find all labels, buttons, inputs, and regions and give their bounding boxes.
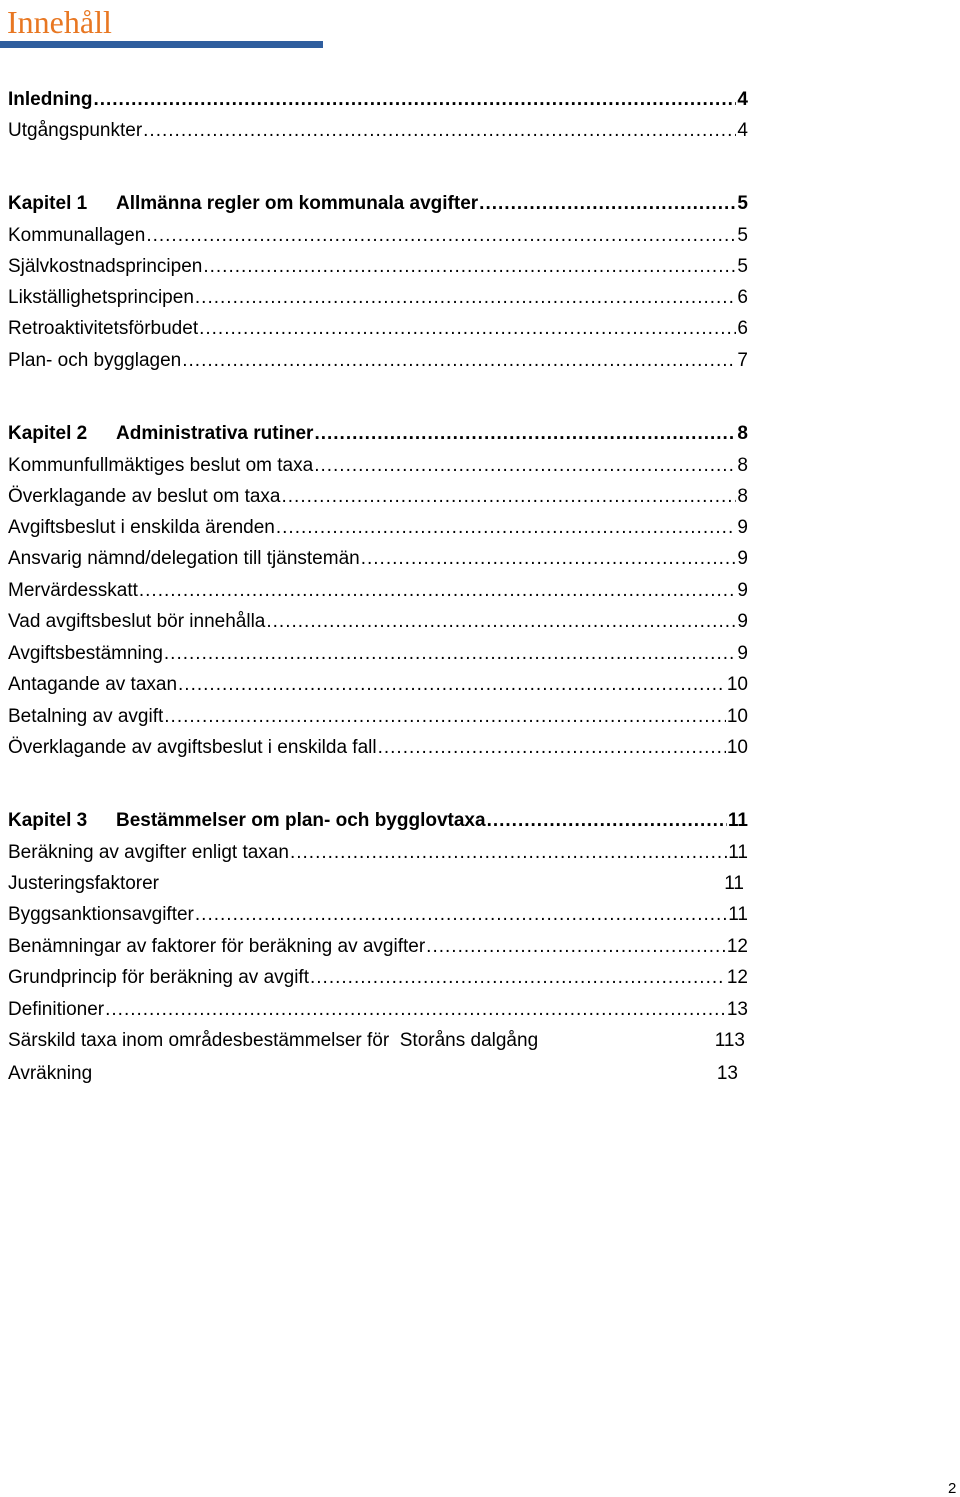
toc-entry-page: 11 xyxy=(724,873,744,894)
toc-entry-page: 7 xyxy=(737,350,748,371)
toc-entry-page: 6 xyxy=(737,287,748,308)
toc-entry-page: 9 xyxy=(737,580,748,601)
dot-leader xyxy=(93,87,736,113)
toc-entry-title: Självkostnadsprincipen xyxy=(8,256,203,277)
toc-entry[interactable] xyxy=(8,965,748,991)
dot-leader xyxy=(310,965,726,991)
toc-entry-page: 9 xyxy=(737,548,748,569)
toc-entry-title: Överklagande av avgiftsbeslut i enskilda fall xyxy=(8,737,377,758)
toc-entry-page: 5 xyxy=(737,256,748,277)
dot-leader xyxy=(139,578,737,604)
toc-entry[interactable] xyxy=(8,515,748,541)
toc-entry-title: Avgiftsbestämning xyxy=(8,643,163,664)
dot-leader xyxy=(143,118,736,144)
toc-entry[interactable] xyxy=(8,871,748,897)
toc-entry[interactable] xyxy=(8,316,748,342)
page-number: 2 xyxy=(948,1480,957,1497)
toc-entry-page: 11 xyxy=(728,842,748,863)
toc-entry[interactable] xyxy=(8,672,748,698)
dot-leader xyxy=(164,704,726,730)
dot-leader xyxy=(164,641,737,667)
toc-entry-title: Inledning xyxy=(8,89,93,110)
toc-entry[interactable] xyxy=(8,840,748,866)
dot-leader xyxy=(479,191,736,217)
toc-entry-page: 13 xyxy=(716,1063,738,1084)
toc-entry-title: Avgiftsbeslut i enskilda ärenden xyxy=(8,517,275,538)
toc-entry[interactable] xyxy=(8,546,748,572)
toc-entry[interactable] xyxy=(8,934,748,960)
toc-entry-page: 6 xyxy=(737,318,748,339)
dot-leader xyxy=(199,316,736,342)
toc-entry-title: Administrativa rutiner xyxy=(116,423,314,444)
toc-entry-title: Ansvarig nämnd/delegation till tjänstemän xyxy=(8,548,360,569)
toc-entry[interactable] xyxy=(8,254,748,280)
toc-entry-title: Beräkning av avgifter enligt taxan xyxy=(8,842,289,863)
toc-entry[interactable] xyxy=(8,118,748,144)
toc-entry-title: Vad avgiftsbeslut bör innehålla xyxy=(8,611,266,632)
toc-chapter-entry[interactable] xyxy=(8,191,748,217)
dot-leader xyxy=(290,840,727,866)
dot-leader xyxy=(361,546,737,572)
toc-entry-page: 13 xyxy=(726,999,748,1020)
toc-chapter-entry[interactable] xyxy=(8,421,748,447)
toc-entry-page: 10 xyxy=(726,706,748,727)
toc-entry-title: Benämningar av faktorer för beräkning av avgifter xyxy=(8,936,426,957)
toc-entry-page: 10 xyxy=(726,674,748,695)
toc-entry[interactable] xyxy=(8,348,748,374)
toc-entry-title: Justeringsfaktorer xyxy=(8,873,160,894)
toc-entry[interactable] xyxy=(8,453,748,479)
toc-entry-page: 8 xyxy=(737,486,748,507)
toc-entry[interactable] xyxy=(8,704,748,730)
toc-entry-page: 4 xyxy=(737,120,748,141)
dot-leader xyxy=(146,223,736,249)
toc-entry-page: 9 xyxy=(737,517,748,538)
toc-entry-title: Betalning av avgift xyxy=(8,706,164,727)
toc-entry[interactable] xyxy=(8,484,748,510)
toc-entry[interactable] xyxy=(8,902,748,928)
toc-entry-page: 11 xyxy=(728,904,748,925)
dot-leader xyxy=(378,735,726,761)
toc-entry-title: Grundprincip för beräkning av avgift xyxy=(8,967,309,988)
toc-entry-title: Plan- och bygglagen xyxy=(8,350,182,371)
toc-entry-page: 11 xyxy=(727,810,748,831)
dot-leader xyxy=(314,453,736,479)
dot-leader xyxy=(105,997,726,1023)
chapter-label: Kapitel 1 xyxy=(8,193,88,214)
toc-entry-title: Likställighetsprincipen xyxy=(8,287,194,308)
dot-leader xyxy=(266,609,736,635)
toc-entry-page: 4 xyxy=(737,89,748,110)
dot-leader xyxy=(282,484,737,510)
toc-entry-title: Allmänna regler om kommunala avgifter xyxy=(116,193,479,214)
toc-entry-title: Bestämmelser om plan- och bygglovtaxa xyxy=(116,810,486,831)
toc-entry-title: Avräkning xyxy=(8,1063,93,1084)
toc-entry-page: 8 xyxy=(737,455,748,476)
toc-entry-title: Utgångspunkter xyxy=(8,120,143,141)
toc-entry-page: 113 xyxy=(714,1030,745,1051)
toc-entry-page: 5 xyxy=(737,193,748,214)
page-title: Innehåll xyxy=(7,4,112,40)
toc-entry-page: 12 xyxy=(726,936,748,957)
toc-entry[interactable] xyxy=(8,578,748,604)
toc-entry-title: Definitioner xyxy=(8,999,105,1020)
chapter-label: Kapitel 3 xyxy=(8,810,88,831)
toc-entry[interactable] xyxy=(8,609,748,635)
dot-leader xyxy=(276,515,737,541)
toc-entry-title: Överklagande av beslut om taxa xyxy=(8,486,281,507)
toc-entry-page: 12 xyxy=(726,967,748,988)
toc-entry-title: Byggsanktionsavgifter xyxy=(8,904,194,925)
toc-entry-page: 8 xyxy=(737,423,748,444)
toc-entry[interactable] xyxy=(8,1028,745,1054)
toc-entry-page: 10 xyxy=(726,737,748,758)
toc-entry-title: Kommunfullmäktiges beslut om taxa xyxy=(8,455,314,476)
toc-entry-title: Retroaktivitetsförbudet xyxy=(8,318,199,339)
dot-leader xyxy=(195,285,737,311)
dot-leader xyxy=(195,902,727,928)
toc-entry-title: Mervärdesskatt xyxy=(8,580,138,601)
chapter-label: Kapitel 2 xyxy=(8,423,88,444)
dot-leader xyxy=(426,934,726,960)
toc-entry-page: 9 xyxy=(737,611,748,632)
toc-entry[interactable] xyxy=(8,87,748,113)
dot-leader xyxy=(203,254,736,280)
dot-leader xyxy=(178,672,726,698)
toc-entry-page: 9 xyxy=(737,643,748,664)
dot-leader xyxy=(182,348,736,374)
toc-entry-title: Särskild taxa inom områdesbestämmelser för Storåns dalgång xyxy=(8,1030,539,1051)
dot-leader xyxy=(487,808,727,834)
toc-entry[interactable] xyxy=(8,223,748,249)
toc-entry[interactable] xyxy=(8,641,748,667)
dot-leader xyxy=(314,421,736,447)
toc-entry-title: Kommunallagen xyxy=(8,225,146,246)
toc-entry-title: Antagande av taxan xyxy=(8,674,178,695)
toc-entry[interactable] xyxy=(8,285,748,311)
toc-entry[interactable] xyxy=(8,1061,738,1087)
toc-chapter-entry[interactable] xyxy=(8,808,748,834)
toc-entry-page: 5 xyxy=(737,225,748,246)
toc-entry[interactable] xyxy=(8,735,748,761)
toc-entry[interactable] xyxy=(8,997,748,1023)
